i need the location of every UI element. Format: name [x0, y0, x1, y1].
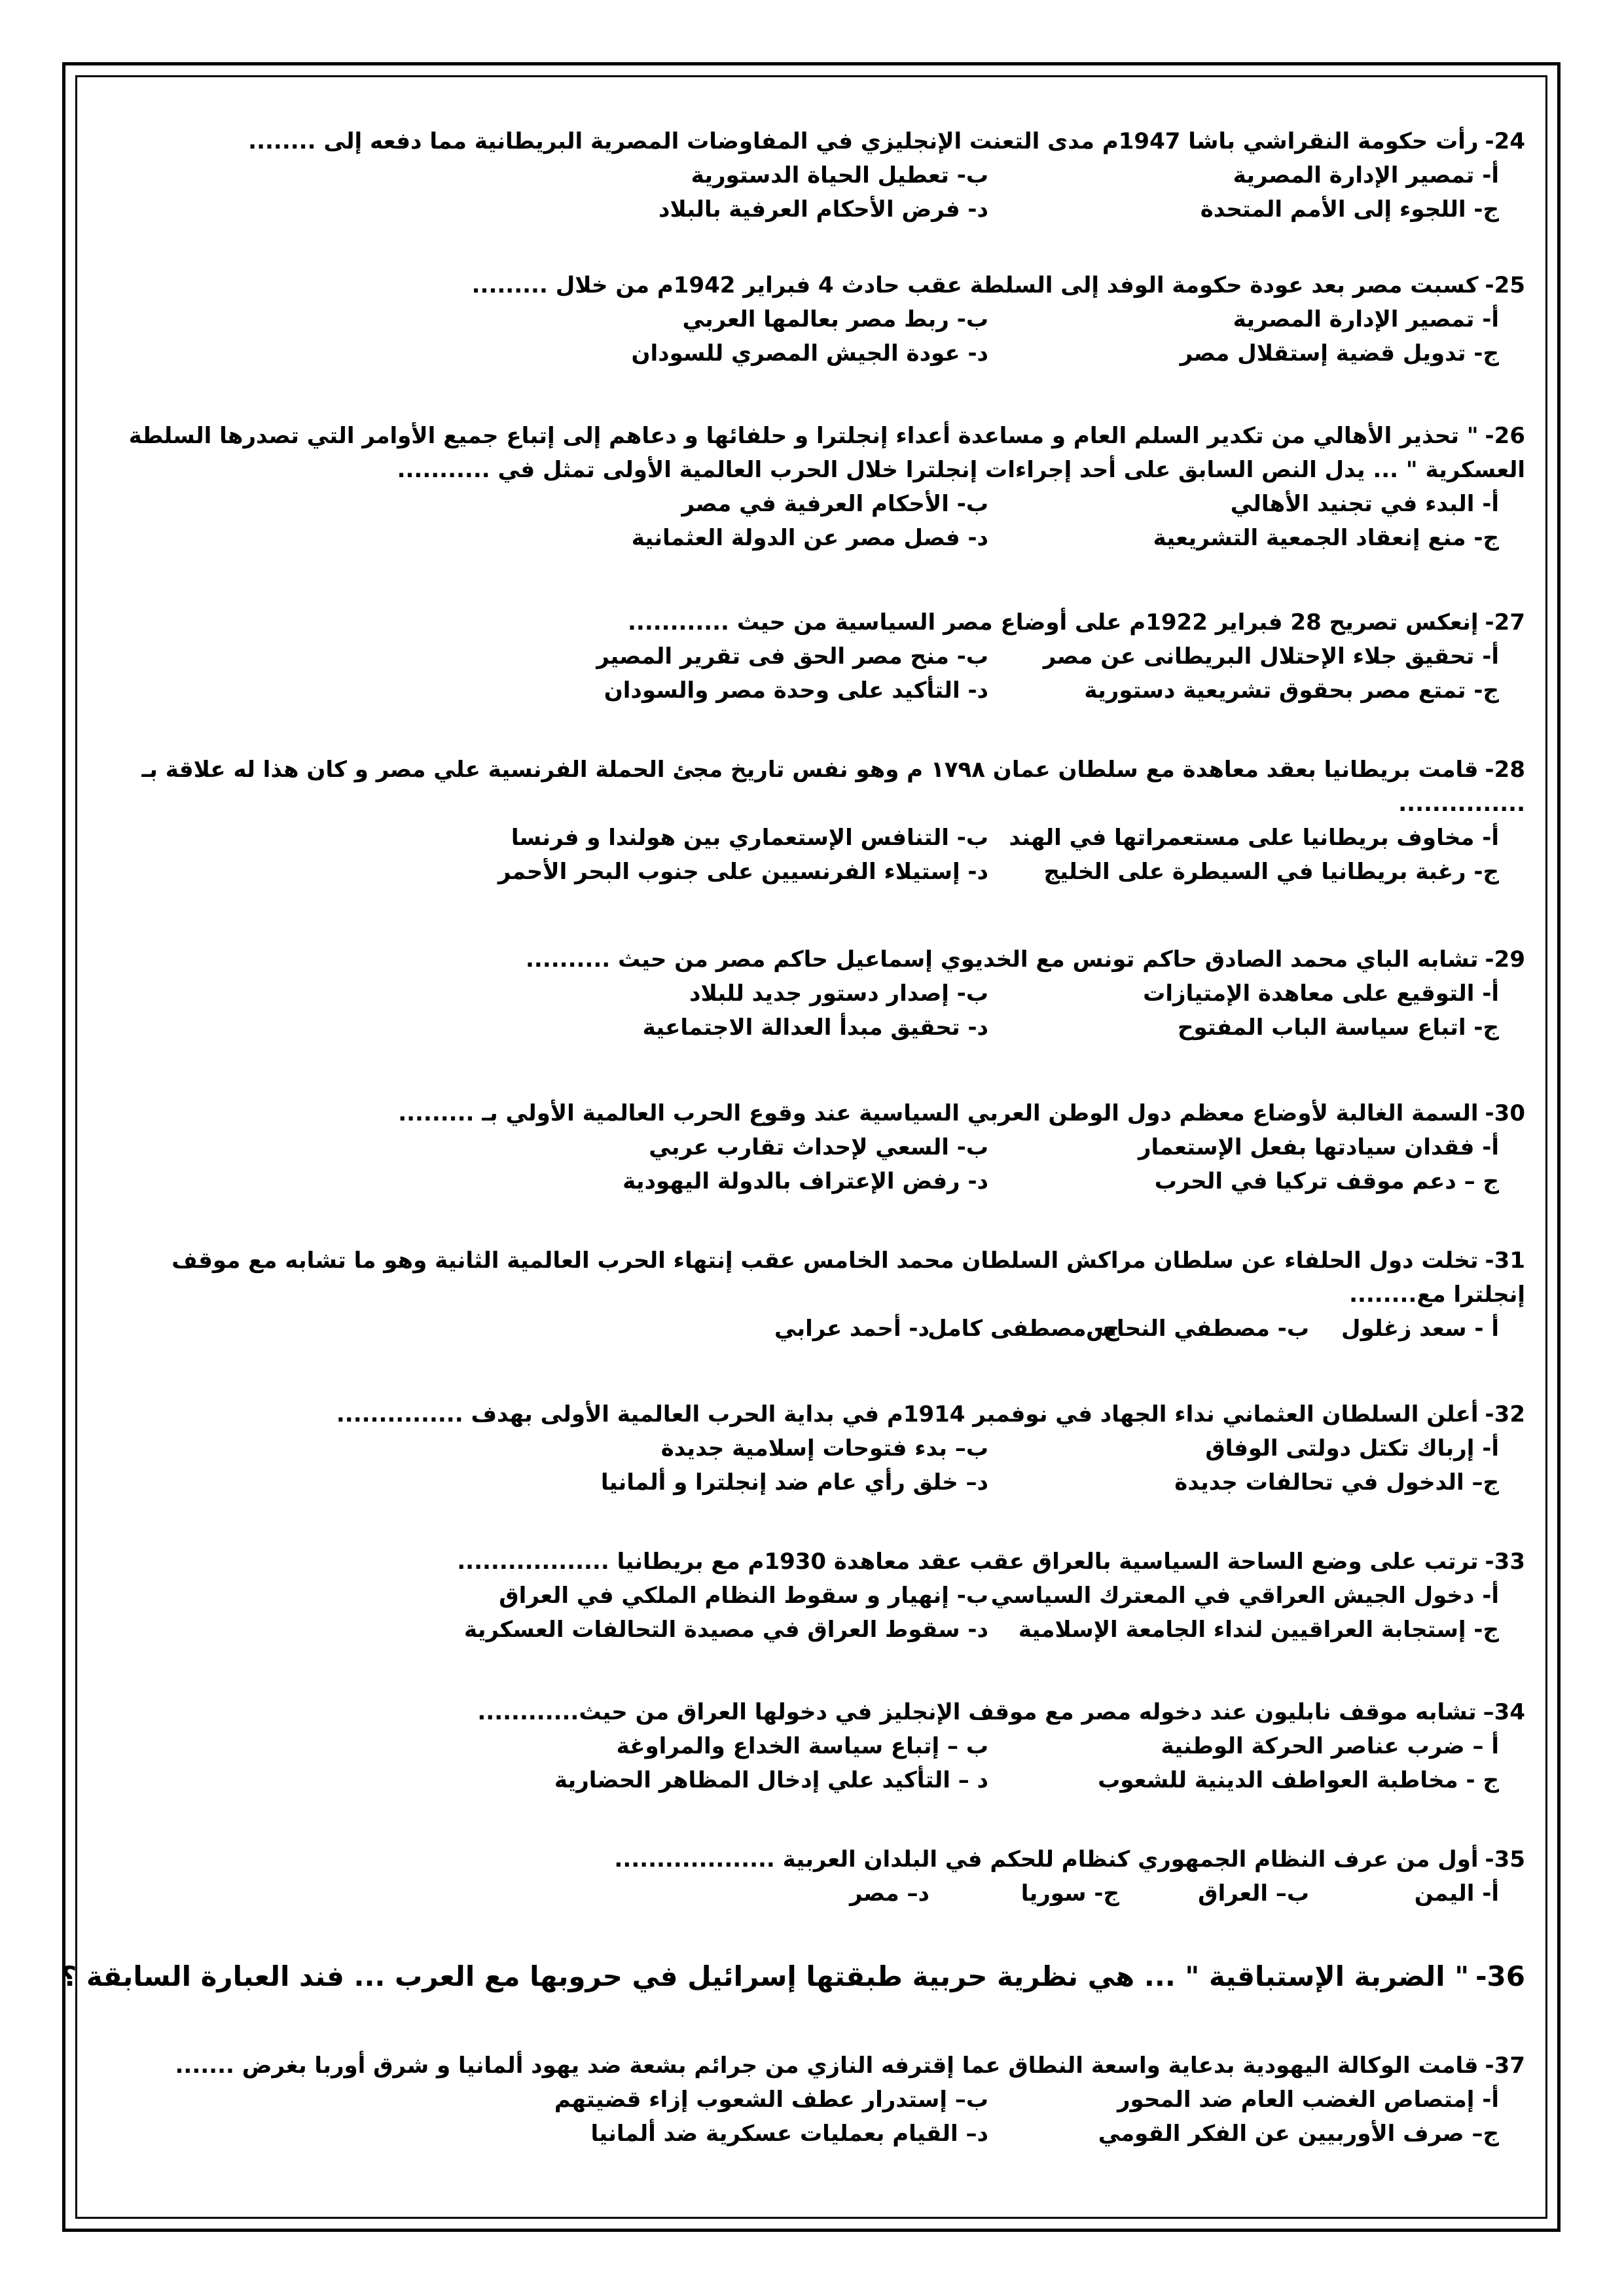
question-text: " الضربة الإستباقية " ... هي نظرية حربية طبقتها إسرائيل في حروبها مع العرب ... فند العبارة السابقة ؟: [60, 1960, 1470, 1992]
option-a[interactable]: أ- دخول الجيش العراقي في المعترك السياسي: [990, 1583, 1499, 1609]
question-35: [124, 1842, 1525, 1910]
option-b[interactable]: ب- التنافس الإستعماري بين هولندا و فرنسا: [511, 825, 988, 851]
option-b[interactable]: ب– العراق: [1198, 1880, 1309, 1907]
options: [124, 977, 1525, 1045]
option-c[interactable]: ج - مخاطبة العواطف الدينية للشعوب: [1098, 1767, 1499, 1793]
question-number: 35-: [1485, 1846, 1525, 1873]
question-stem: [124, 1096, 1525, 1130]
question-stem: [124, 419, 1525, 487]
option-d[interactable]: د– القيام بعمليات عسكرية ضد ألمانيا: [590, 2121, 988, 2147]
options: [124, 1876, 1525, 1910]
question-number: 33-: [1485, 1549, 1525, 1575]
question-text: تشابه موقف نابليون عند دخوله مصر مع موقف الإنجليز في دخولها العراق من حيث............: [477, 1699, 1477, 1725]
option-a[interactable]: أ – ضرب عناصر الحركة الوطنية: [1161, 1733, 1499, 1759]
option-a[interactable]: أ- مخاوف بريطانيا على مستعمراتها في الهند: [1009, 825, 1499, 851]
question-stem: [124, 1397, 1525, 1431]
option-a[interactable]: أ- اليمن: [1414, 1880, 1499, 1907]
option-b[interactable]: ب- إصدار دستور جديد للبلاد: [689, 980, 988, 1007]
option-c[interactable]: ج- تدويل قضية إستقلال مصر: [1180, 340, 1499, 367]
option-b[interactable]: ب- تعطيل الحياة الدستورية: [691, 162, 988, 188]
question-text: تشابه الباي محمد الصادق حاكم تونس مع الخديوي إسماعيل حاكم مصر من حيث ..........: [526, 946, 1479, 973]
question-37: [124, 2049, 1525, 2151]
options: [124, 1130, 1525, 1198]
option-b[interactable]: ب – إتباع سياسة الخداع والمراوغة: [616, 1733, 988, 1759]
options: [124, 487, 1525, 555]
question-number: 30-: [1485, 1100, 1525, 1126]
question-text: " تحذير الأهالي من تكدير السلم العام و مساعدة أعداء إنجلترا و حلفائها و دعاهم إلى إتباع جميع الأوامر التي تصدرها السلطة العسكرية " ... يدل النص السابق على أحد إجراءات إنجلترا خلال الحرب العالمية الأولى تمثل في ...........: [128, 423, 1525, 483]
options: [124, 639, 1525, 708]
option-a[interactable]: أ- تمصير الإدارة المصرية: [1233, 162, 1499, 188]
question-text: رأت حكومة النقراشي باشا 1947م مدى التعنت الإنجليزي في المفاوضات المصرية البريطانية مما دفعه إلى ........: [248, 128, 1479, 154]
question-number: 26-: [1485, 423, 1525, 449]
question-30: [124, 1096, 1525, 1198]
question-stem: [124, 1695, 1525, 1729]
question-34: [124, 1695, 1525, 1797]
question-text: إنعكس تصريح 28 فبراير 1922م على أوضاع مصر السياسية من حيث ............: [627, 609, 1479, 636]
question-number: 31-: [1485, 1247, 1525, 1274]
option-b[interactable]: ب– إستدرار عطف الشعوب إزاء قضيتهم: [554, 2087, 988, 2113]
option-d[interactable]: د- فرض الأحكام العرفية بالبلاد: [659, 196, 988, 223]
option-a[interactable]: أ- تحقيق جلاء الإحتلال البريطانى عن مصر: [1043, 643, 1499, 670]
question-text: أعلن السلطان العثماني نداء الجهاد في نوفمبر 1914م في بداية الحرب العالمية الأولى بهدف ...............: [336, 1401, 1479, 1427]
question-number: 24-: [1485, 128, 1525, 154]
option-c[interactable]: ج- منع إنعقاد الجمعية التشريعية: [1153, 525, 1499, 551]
option-d[interactable]: د – التأكيد علي إدخال المظاهر الحضارية: [554, 1767, 988, 1793]
question-26: [124, 419, 1525, 555]
question-stem: [124, 2049, 1525, 2083]
option-d[interactable]: د- سقوط العراق في مصيدة التحالفات العسكرية: [464, 1617, 988, 1643]
options: [124, 1431, 1525, 1499]
question-stem: [124, 1842, 1525, 1876]
question-stem: [60, 1957, 1525, 1996]
question-number: 25-: [1485, 272, 1525, 298]
option-d[interactable]: د- أحمد عرابي: [774, 1316, 929, 1342]
option-a[interactable]: أ - سعد زغلول: [1341, 1316, 1499, 1342]
question-32: [124, 1397, 1525, 1499]
option-c[interactable]: ج- رغبة بريطانيا في السيطرة على الخليج: [1043, 859, 1499, 885]
option-d[interactable]: د- تحقيق مبدأ العدالة الاجتماعية: [642, 1014, 988, 1041]
options: [124, 158, 1525, 226]
option-c[interactable]: ج – دعم موقف تركيا في الحرب: [1154, 1168, 1499, 1194]
question-stem: [124, 753, 1525, 821]
options: [124, 1579, 1525, 1647]
option-b[interactable]: ب- مصطفي النحاس: [1086, 1316, 1309, 1342]
question-text: ترتب على وضع الساحة السياسية بالعراق عقب عقد معاهدة 1930م مع بريطانيا ..................: [457, 1549, 1479, 1575]
option-c[interactable]: ج- تمتع مصر بحقوق تشريعية دستورية: [1084, 677, 1499, 704]
option-b[interactable]: ب- إنهيار و سقوط النظام الملكي في العراق: [499, 1583, 988, 1609]
question-number: 37-: [1485, 2053, 1525, 2079]
option-c[interactable]: ج- إستجابة العراقيين لنداء الجامعة الإسلامية: [1018, 1617, 1499, 1643]
question-text: قامت الوكالة اليهودية بدعاية واسعة النطاق عما إقترفه النازي من جرائم بشعة ضد يهود ألمانيا و شرق أوربا بغرض .......: [175, 2053, 1479, 2079]
question-stem: [124, 605, 1525, 639]
question-27: [124, 605, 1525, 708]
question-stem: [124, 942, 1525, 977]
option-d[interactable]: د- فصل مصر عن الدولة العثمانية: [631, 525, 988, 551]
question-text: أول من عرف النظام الجمهوري كنظام للحكم في البلدان العربية ...................: [614, 1846, 1479, 1873]
option-a[interactable]: أ- إمتصاص الغضب العام ضد المحور: [1117, 2087, 1499, 2113]
option-c[interactable]: ج- سوريا: [1020, 1880, 1119, 1907]
question-33: [124, 1545, 1525, 1647]
question-text: السمة الغالبة لأوضاع معظم دول الوطن العربي السياسية عند وقوع الحرب العالمية الأولي بـ .........: [398, 1100, 1479, 1126]
question-number: 28-: [1485, 757, 1525, 783]
option-c[interactable]: ج- اتباع سياسة الباب المفتوح: [1177, 1014, 1499, 1041]
question-number: 32-: [1485, 1401, 1525, 1427]
option-b[interactable]: ب– بدء فتوحات إسلامية جديدة: [660, 1435, 988, 1462]
option-d[interactable]: د– مصر: [850, 1880, 929, 1907]
question-stem: [124, 268, 1525, 302]
question-29: [124, 942, 1525, 1045]
question-number: 29-: [1485, 946, 1525, 973]
option-c[interactable]: ج- اللجوء إلى الأمم المتحدة: [1200, 196, 1499, 223]
option-d[interactable]: د- عودة الجيش المصري للسودان: [631, 340, 988, 367]
option-b[interactable]: ب- منح مصر الحق فى تقرير المصير: [596, 643, 988, 670]
question-text: كسبت مصر بعد عودة حكومة الوفد إلى السلطة عقب حادث 4 فبراير 1942م من خلال .........: [471, 272, 1479, 298]
question-36: [60, 1957, 1525, 1996]
question-number: 27-: [1485, 609, 1525, 636]
question-stem: [124, 1244, 1525, 1312]
question-number: 34–: [1483, 1699, 1525, 1725]
question-text: تخلت دول الحلفاء عن سلطان مراكش السلطان محمد الخامس عقب إنتهاء الحرب العالمية الثانية وهو ما تشابه مع موقف إنجلترا مع........: [171, 1247, 1525, 1308]
question-stem: [124, 124, 1525, 158]
question-text: قامت بريطانيا بعقد معاهدة مع سلطان عمان ١٧٩٨ م وهو نفس تاريخ مجئ الحملة الفرنسية علي مصر و كان هذا له علاقة بـ ...............: [141, 757, 1525, 817]
option-a[interactable]: أ- فقدان سيادتها بفعل الإستعمار: [1138, 1134, 1499, 1160]
option-b[interactable]: ب- ربط مصر بعالمها العربي: [682, 306, 988, 332]
option-d[interactable]: د- التأكيد على وحدة مصر والسودان: [604, 677, 988, 704]
options: [124, 302, 1525, 370]
option-a[interactable]: أ- إرباك تكتل دولتى الوفاق: [1205, 1435, 1499, 1462]
options: [124, 1312, 1525, 1346]
option-d[interactable]: د- إستيلاء الفرنسيين على جنوب البحر الأحمر: [497, 859, 988, 885]
question-stem: [124, 1545, 1525, 1579]
question-number: 36-: [1475, 1960, 1525, 1992]
options: [124, 1729, 1525, 1797]
option-a[interactable]: أ- تمصير الإدارة المصرية: [1233, 306, 1499, 332]
option-b[interactable]: ب- السعي لإحداث تقارب عربي: [649, 1134, 988, 1160]
question-31: [124, 1244, 1525, 1346]
option-a[interactable]: أ- التوقيع على معاهدة الإمتيازات: [1143, 980, 1499, 1007]
option-a[interactable]: أ- البدء في تجنيد الأهالي: [1230, 491, 1499, 517]
options: [124, 2083, 1525, 2151]
question-25: [124, 268, 1525, 370]
option-c[interactable]: ج– الدخول في تحالفات جديدة: [1174, 1469, 1499, 1496]
option-c[interactable]: ج- مصطفى كامل: [928, 1316, 1119, 1342]
option-d[interactable]: د- رفض الإعتراف بالدولة اليهودية: [623, 1168, 988, 1194]
options: [124, 821, 1525, 889]
question-24: [124, 124, 1525, 226]
option-d[interactable]: د– خلق رأي عام ضد إنجلترا و ألمانيا: [600, 1469, 988, 1496]
question-28: [124, 753, 1525, 889]
option-b[interactable]: ب- الأحكام العرفية في مصر: [681, 491, 988, 517]
option-c[interactable]: ج– صرف الأوربيين عن الفكر القومي: [1098, 2121, 1499, 2147]
